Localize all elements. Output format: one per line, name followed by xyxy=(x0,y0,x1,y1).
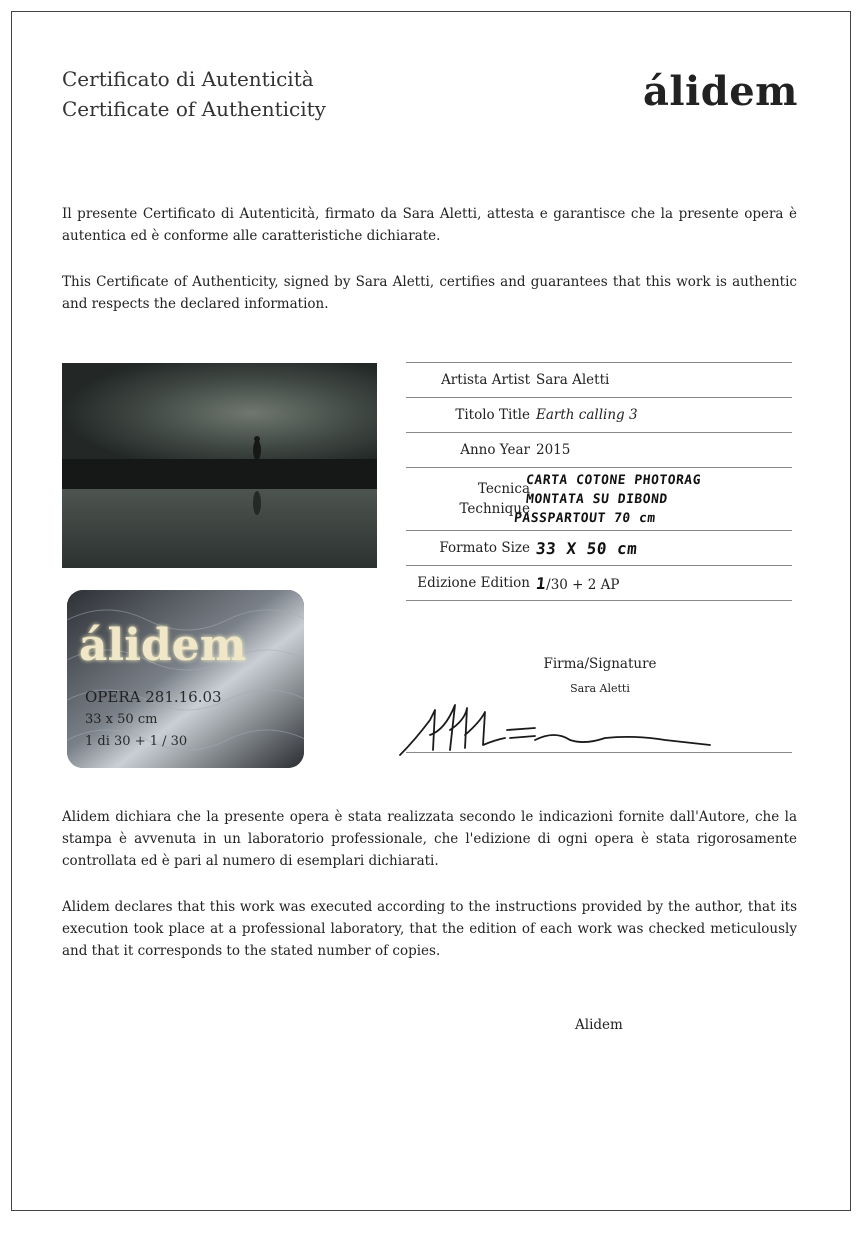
signature-label: Firma/Signature xyxy=(543,656,657,672)
artwork-details-table xyxy=(406,362,792,601)
technique-value xyxy=(513,471,792,528)
detail-row-artist xyxy=(406,363,792,398)
detail-row-size xyxy=(406,531,792,566)
edition-total: /30 + 2 AP xyxy=(546,576,620,593)
detail-row-title xyxy=(406,398,792,433)
hologram-size: 33 x 50 cm xyxy=(85,712,158,727)
technique-line-3: PASSPARTOUT 70 cm xyxy=(513,510,657,526)
technique-label-it: Tecnica xyxy=(477,481,530,497)
artwork-photo xyxy=(62,363,377,568)
intro-english: This Certificate of Authenticity, signed by Sara Aletti, certifies and guarantees that this work is authentic and respects the declared information. xyxy=(62,274,797,312)
hologram-opera: OPERA 281.16.03 xyxy=(85,688,222,706)
closing-signature-alidem: Alidem xyxy=(575,1017,623,1033)
detail-row-technique xyxy=(406,468,792,531)
handwritten-signature xyxy=(395,700,715,764)
edition-label: Edizione Edition xyxy=(417,575,530,591)
signature-line xyxy=(406,752,792,753)
edition-number: 1 xyxy=(535,573,548,593)
detail-row-year xyxy=(406,433,792,468)
certificate-title xyxy=(62,64,326,124)
hologram-logo: álidem xyxy=(79,620,247,671)
signature-name: Sara Aletti xyxy=(570,682,630,695)
hologram-edition: 1 di 30 + 1 / 30 xyxy=(85,734,188,749)
title-english: Certificate of Authenticity xyxy=(62,97,326,121)
title-value: Earth calling 3 xyxy=(536,407,638,423)
artist-label: Artista Artist xyxy=(441,372,530,388)
technique-line-2: MONTATA SU DIBOND xyxy=(525,491,669,507)
year-value: 2015 xyxy=(536,442,571,458)
alidem-logo: álidem xyxy=(642,68,798,115)
edition-value xyxy=(536,574,792,593)
declaration-italian: Alidem dichiara che la presente opera è stata realizzata secondo le indicazioni fornite dall'Autore, che la stampa è avvenuta in un laboratorio professionale, che l'edizione di ogni opera è stata rigorosamente controllata ed è pari al numero di esemplari dichiarati. xyxy=(62,809,797,869)
title-label: Titolo Title xyxy=(455,407,530,423)
title-italian: Certificato di Autenticità xyxy=(62,67,314,91)
year-label: Anno Year xyxy=(460,442,530,458)
size-label: Formato Size xyxy=(439,540,530,556)
declaration-english: Alidem declares that this work was executed according to the instructions provided by the author, that its execution took place at a professional laboratory, that the edition of each work was checked meticulously and that it corresponds to the stated number of copies. xyxy=(62,899,797,959)
technique-label-en: Technique xyxy=(459,501,530,517)
hologram-seal xyxy=(67,590,304,768)
size-value: 33 X 50 cm xyxy=(535,538,639,558)
technique-line-1: CARTA COTONE PHOTORAG xyxy=(525,472,702,488)
artist-value: Sara Aletti xyxy=(536,372,610,388)
detail-row-edition xyxy=(406,566,792,601)
intro-italian: Il presente Certificato di Autenticità, firmato da Sara Aletti, attesta e garantisce che la presente opera è autentica ed è conforme alle caratteristiche dichiarate. xyxy=(62,206,797,244)
